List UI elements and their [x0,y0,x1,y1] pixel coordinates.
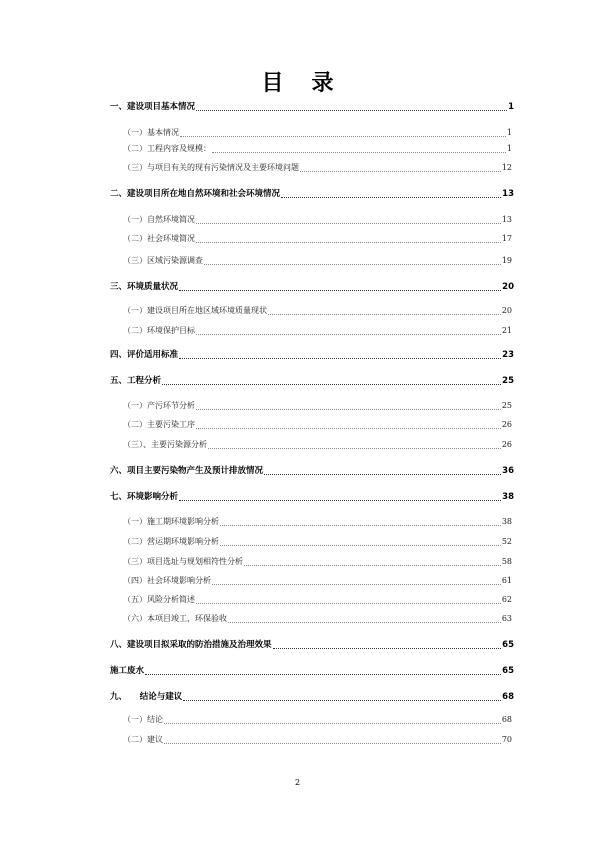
toc-subsection-entry[interactable] [123,254,512,268]
dot-leader [264,474,501,475]
dot-leader [196,428,501,429]
toc-entry-page-number: 12 [501,163,512,172]
toc-entry-page-number: 62 [501,595,512,604]
dot-leader [196,223,501,224]
toc-subsection-entry[interactable] [123,515,512,529]
toc-subsection-entry[interactable] [123,232,512,246]
toc-entry-page-number: 36 [502,466,514,476]
toc-entry-label: （二）环境保护目标 [123,326,195,335]
toc-subsection-entry[interactable] [123,593,512,607]
toc-subsection-entry[interactable] [123,418,512,432]
toc-subsection-entry[interactable] [123,535,512,549]
toc-section-entry[interactable] [110,638,514,652]
page-number: 2 [294,778,301,787]
toc-entry-page-number: 68 [501,715,512,724]
toc-entry-label: 六、项目主要污染物产生及预计排放情况 [110,466,264,476]
toc-entry-page-number: 13 [501,215,512,224]
toc-entry-label: （一）施工期环境影响分析 [123,517,219,526]
toc-subsection-entry[interactable] [123,399,512,413]
toc-entry-page-number: 25 [501,401,512,410]
toc-entry-label: 四、评价适用标准 [110,350,179,360]
toc-subsection-entry[interactable] [123,126,512,140]
toc-entry-label: （二）营运期环境影响分析 [123,537,219,546]
dot-leader [281,197,501,198]
toc-entry-page-number: 65 [502,640,514,650]
toc-entry-page-number: 38 [502,492,514,502]
toc-entry-page-number: 58 [501,557,512,566]
dot-leader [145,674,501,675]
dot-leader [208,448,501,449]
toc-section-entry[interactable] [110,280,514,294]
dot-leader [244,565,501,566]
toc-subsection-entry[interactable] [123,733,512,747]
dot-leader [273,648,502,649]
dot-leader [212,584,501,585]
toc-subsection-entry[interactable] [123,161,512,175]
toc-subsection-entry[interactable] [123,574,512,588]
toc-entry-label: （一）自然环境简况 [123,215,195,224]
dot-leader [164,743,501,744]
toc-entry-page-number: 1 [506,144,512,153]
dot-leader [162,384,501,385]
dot-leader [196,242,501,243]
toc-entry-page-number: 20 [502,282,514,292]
toc-entry-label: （六）本项目竣工，环保验收 [123,614,227,623]
toc-subsection-entry[interactable] [123,612,512,626]
toc-entry-page-number: 19 [501,256,512,265]
toc-entry-page-number: 20 [501,306,512,315]
dot-leader [300,171,501,172]
toc-entry-page-number: 26 [501,420,512,429]
toc-entry-label: （一）产污环节分析 [123,401,195,410]
dot-leader [204,264,501,265]
toc-entry-page-number: 13 [502,189,514,199]
dot-leader [180,136,506,137]
dot-leader [196,409,501,410]
toc-section-entry[interactable] [110,348,514,362]
dot-leader [179,358,501,359]
toc-subsection-entry[interactable] [123,438,512,452]
toc-subsection-entry[interactable] [123,713,512,727]
toc-section-entry[interactable] [110,187,514,201]
toc-section-entry[interactable] [110,490,514,504]
toc-entry-label: （五）风险分析简述 [123,595,195,604]
toc-section-entry[interactable] [110,374,514,388]
toc-entry-page-number: 26 [501,440,512,449]
dot-leader [179,500,501,501]
page-title: 目录 [261,71,362,96]
dot-leader [183,700,501,701]
toc-entry-label: 施工废水 [110,666,145,676]
toc-entry-page-number: 38 [501,517,512,526]
dot-leader [220,545,501,546]
toc-entry-label: 五、工程分析 [110,376,162,386]
toc-subsection-entry[interactable] [123,142,512,156]
toc-entry-page-number: 70 [501,735,512,744]
toc-entry-label: 八、建设项目拟采取的防治措施及治理效果 [110,640,272,650]
toc-section-entry[interactable] [110,664,514,678]
dot-leader [268,314,501,315]
toc-entry-label: （四）社会环境影响分析 [123,576,211,585]
toc-entry-page-number: 1 [506,128,512,137]
toc-subsection-entry[interactable] [123,304,512,318]
toc-section-entry[interactable] [110,100,514,114]
dot-leader [212,152,506,153]
toc-entry-label: 一、建设项目基本情况 [110,102,196,112]
toc-entry-page-number: 61 [501,576,512,585]
toc-entry-label: （三）、主要污染源分析 [123,440,207,449]
toc-entry-label: （二）工程内容及规模： [123,144,211,153]
toc-entry-label: （三）区域污染源调查 [123,256,203,265]
toc-subsection-entry[interactable] [123,324,512,338]
toc-entry-page-number: 63 [501,614,512,623]
toc-entry-page-number: 23 [502,350,514,360]
toc-entry-label: （三）项目选址与规划相符性分析 [123,557,243,566]
toc-entry-label: （二）主要污染工序 [123,420,195,429]
dot-leader [220,525,501,526]
dot-leader [196,110,507,111]
dot-leader [228,622,501,623]
toc-entry-label: 二、建设项目所在地自然环境和社会环境情况 [110,189,281,199]
toc-entry-page-number: 65 [502,666,514,676]
toc-entry-label: （二）建议 [123,735,163,744]
dot-leader [179,290,501,291]
toc-entry-label: （二）社会环境简况 [123,234,195,243]
toc-entry-label: （三）与项目有关的现有污染情况及主要环境问题 [123,163,299,172]
toc-entry-page-number: 21 [501,326,512,335]
toc-subsection-entry[interactable] [123,213,512,227]
toc-entry-label: （一）结论 [123,715,163,724]
toc-entry-page-number: 1 [508,102,514,112]
toc-entry-label: （一）建设项目所在地区域环境质量现状 [123,306,267,315]
toc-entry-label: 七、环境影响分析 [110,492,179,502]
toc-section-entry[interactable] [110,690,514,704]
dot-leader [196,603,501,604]
toc-entry-page-number: 68 [502,692,514,702]
toc-entry-page-number: 52 [501,537,512,546]
toc-section-entry[interactable] [110,464,514,478]
dot-leader [196,334,501,335]
toc-entry-page-number: 25 [502,376,514,386]
toc-entry-label: （一）基本情况 [123,128,179,137]
toc-subsection-entry[interactable] [123,555,512,569]
dot-leader [164,723,501,724]
toc-entry-label: 九、 结论与建议 [110,692,183,702]
toc-entry-label: 三、环境质量状况 [110,282,179,292]
toc-entry-page-number: 17 [501,234,512,243]
